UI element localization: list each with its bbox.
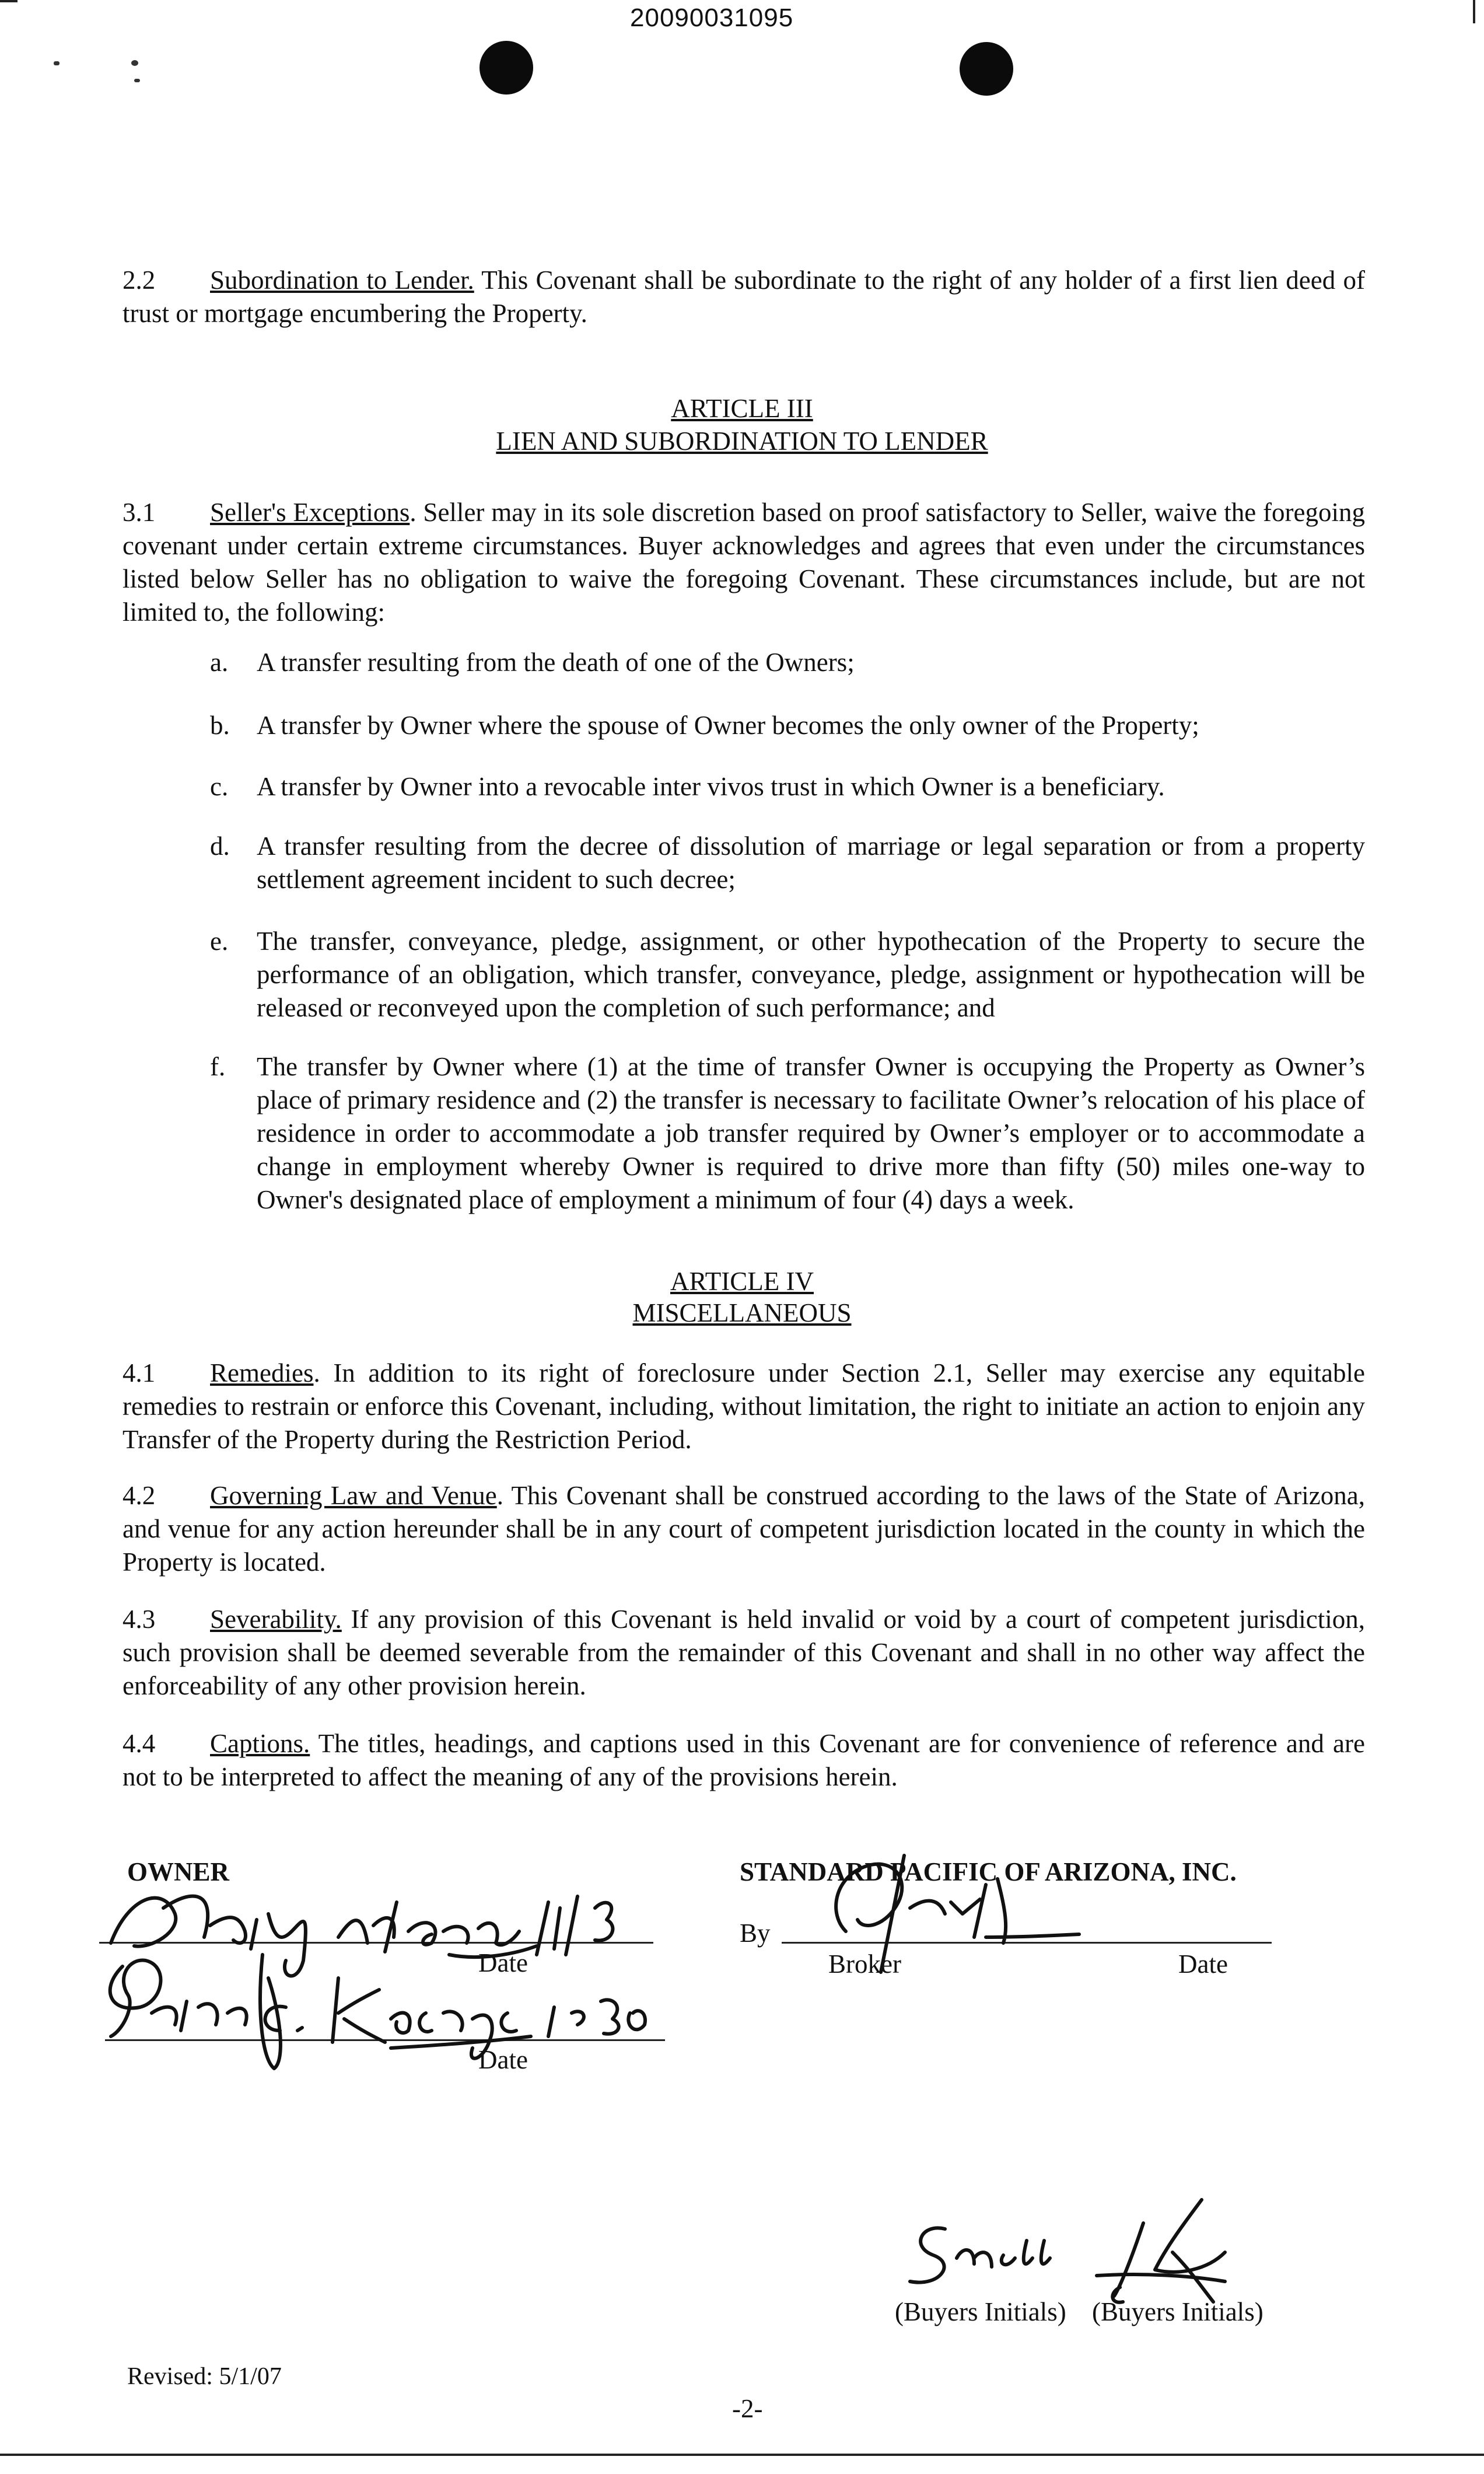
- buyers-initials-handwriting: [898, 2188, 1307, 2305]
- section-text: The titles, headings, and captions used in this Covenant are for convenience of reference and are not to be interpreted to affect the meaning of any of the provisions herein.: [123, 1729, 1365, 1791]
- section-heading: Severability.: [210, 1605, 342, 1634]
- section-4-3: [123, 1603, 1365, 1703]
- article-3-subtitle: LIEN AND SUBORDINATION TO LENDER: [496, 427, 988, 456]
- scan-speck: [54, 61, 60, 65]
- list-item-text: A transfer by Owner into a revocable inter vivos trust in which Owner is a beneficiary.: [257, 772, 1165, 801]
- section-number: 2.2: [123, 265, 156, 295]
- list-item-text: A transfer resulting from the decree of dissolution of marriage or legal separation or from a property settlement agreement incident to such decree;: [257, 831, 1365, 894]
- section-heading: Subordination to Lender.: [210, 265, 474, 295]
- section-text: . Seller may in its sole discretion based on proof satisfactory to Seller, waive the foregoing covenant under certain extreme circumstances. Buyer acknowledges and agrees that even under the circumstances listed below Seller has no obligation to waive the foregoing Covenant. These circumstances include, but are not limited to, the following:: [123, 498, 1365, 627]
- article-4-title: ARTICLE IV: [670, 1267, 814, 1296]
- company-name: STANDARD PACIFIC OF ARIZONA, INC.: [740, 1857, 1237, 1886]
- top-left-corner-mark: [0, 0, 18, 2]
- section-4-4: [123, 1727, 1365, 1794]
- list-item-text: A transfer resulting from the death of one of the Owners;: [257, 648, 855, 677]
- section-number: 4.3: [123, 1605, 156, 1634]
- broker-label: Broker: [828, 1949, 901, 1979]
- list-item-label: a.: [210, 648, 229, 677]
- section-4-1: [123, 1357, 1365, 1456]
- page-number: -2-: [732, 2394, 763, 2423]
- section-4-2: [123, 1479, 1365, 1579]
- section-3-1: [123, 496, 1365, 629]
- section-heading: Captions.: [210, 1729, 310, 1758]
- section-text: . In addition to its right of foreclosure under Section 2.1, Seller may exercise any equitable remedies to restrain or enforce this Covenant, including, without limitation, the right to initiate an action to enjoin any Transfer of the Property during the Restriction Period.: [123, 1358, 1365, 1454]
- section-number: 3.1: [123, 498, 156, 527]
- list-item-label: e.: [210, 927, 229, 956]
- company-date-label: Date: [1178, 1949, 1228, 1979]
- buyers-initials-label-1: (Buyers Initials): [895, 2297, 1066, 2326]
- list-item-label: d.: [210, 831, 230, 861]
- bottom-scan-edge: [0, 2454, 1484, 2456]
- list-item-text: The transfer, conveyance, pledge, assignment, or other hypothecation of the Property to secure the performance of an obligation, which transfer, conveyance, pledge, assignment or hypothecation will be released or reconveyed upon the completion of such performance; and: [257, 927, 1365, 1022]
- list-item-label: f.: [210, 1052, 226, 1081]
- section-number: 4.1: [123, 1358, 156, 1388]
- list-item-text: A transfer by Owner where the spouse of Owner becomes the only owner of the Property;: [257, 711, 1199, 740]
- punch-hole-left: [480, 41, 533, 95]
- top-right-corner-mark: [1473, 0, 1475, 23]
- section-text: . This Covenant shall be construed according to the laws of the State of Arizona, and venue for any action hereunder shall be in any court of competent jurisdiction located in the county in which the Property is located.: [123, 1481, 1365, 1577]
- company-signature-handwriting: [811, 1844, 1114, 1984]
- owner-signature-2-handwriting: [88, 1943, 671, 2071]
- buyers-initials-label-2: (Buyers Initials): [1092, 2297, 1264, 2326]
- article-4-subtitle: MISCELLANEOUS: [632, 1298, 852, 1327]
- section-number: 4.2: [123, 1481, 156, 1510]
- by-label: By: [740, 1919, 771, 1948]
- section-text: This Covenant shall be subordinate to the right of any holder of a first lien deed of trust or mortgage encumbering the Property.: [123, 265, 1365, 328]
- revised-date: Revised: 5/1/07: [127, 2363, 282, 2390]
- scan-speck: [134, 79, 140, 82]
- owner-date-label-2: Date: [478, 2045, 528, 2074]
- article-3-title: ARTICLE III: [671, 394, 813, 423]
- section-number: 4.4: [123, 1729, 156, 1758]
- section-text: If any provision of this Covenant is held invalid or void by a court of competent jurisdiction, such provision shall be deemed severable from the remainder of this Covenant and shall in no other way affect the enforceability of any other provision herein.: [123, 1605, 1365, 1700]
- recording-number: 20090031095: [630, 4, 794, 32]
- punch-hole-right: [960, 42, 1013, 96]
- section-2-2: [123, 264, 1365, 330]
- owner-date-label-1: Date: [478, 1948, 528, 1977]
- section-heading: Seller's Exceptions: [210, 498, 410, 527]
- owner-label: OWNER: [127, 1857, 230, 1886]
- scan-speck: [131, 60, 138, 66]
- list-item-label: c.: [210, 772, 229, 801]
- list-item-text: The transfer by Owner where (1) at the time of transfer Owner is occupying the Property as Owner’s place of primary residence and (2) the transfer is necessary to facilitate Owner’s relocation of his place of residence in order to accommodate a job transfer required by Owner’s employer or to accommodate a change in employment whereby Owner is required to drive more than fifty (50) miles one-way to Owner's designated place of employment a minimum of four (4) days a week.: [257, 1052, 1365, 1214]
- section-heading: Remedies: [210, 1358, 314, 1388]
- section-heading: Governing Law and Venue: [210, 1481, 497, 1510]
- list-item-label: b.: [210, 711, 230, 740]
